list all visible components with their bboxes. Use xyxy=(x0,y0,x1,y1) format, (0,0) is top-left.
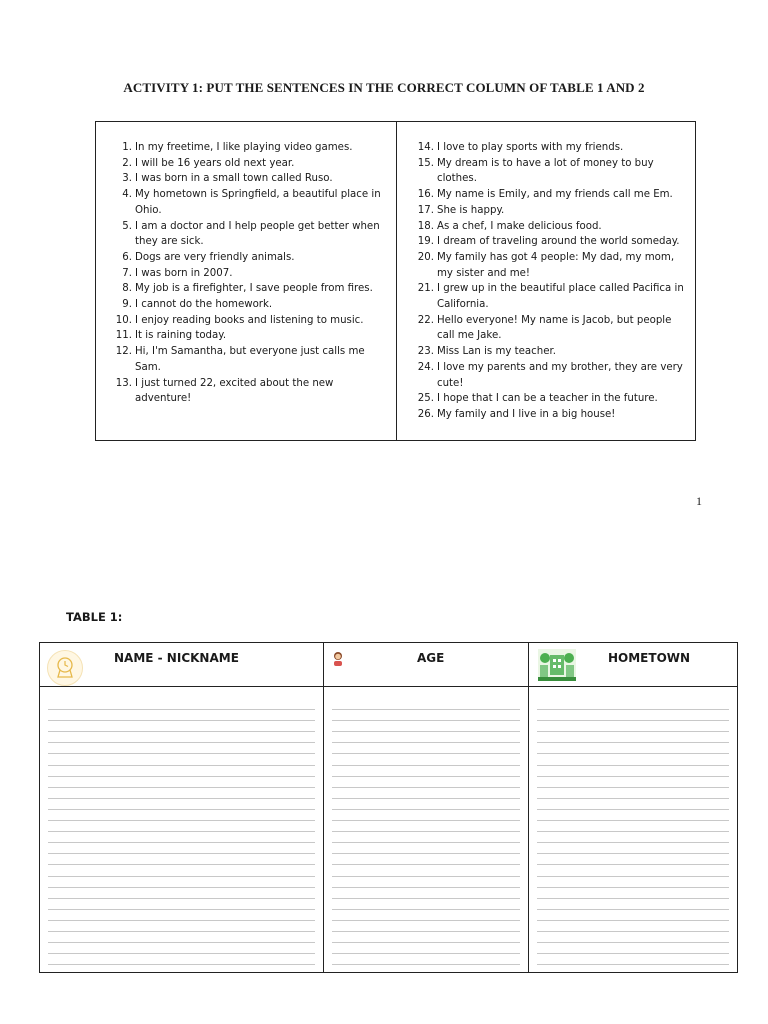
sentence-text: I grew up in the beautiful place called Pacifica in California. xyxy=(437,283,684,311)
writing-line xyxy=(48,821,315,832)
writing-line xyxy=(332,810,520,821)
sentence-item xyxy=(397,219,691,235)
writing-line xyxy=(332,877,520,888)
sentence-item xyxy=(96,140,392,156)
sentence-item xyxy=(397,407,691,423)
writing-line xyxy=(48,799,315,810)
table-1 xyxy=(39,642,738,973)
sentence-item xyxy=(397,313,691,344)
sentence-number: 15. xyxy=(417,157,434,169)
writing-line xyxy=(48,743,315,754)
age-column xyxy=(323,643,528,972)
sentence-text: I hope that I can be a teacher in the future. xyxy=(437,393,658,405)
sentence-item xyxy=(397,281,691,312)
sentence-number: 3. xyxy=(122,173,132,185)
sentence-number: 8. xyxy=(122,283,132,295)
sentence-number: 7. xyxy=(122,267,132,279)
writing-line xyxy=(332,777,520,788)
sentence-item xyxy=(397,187,691,203)
sentence-text: I was born in 2007. xyxy=(135,267,233,279)
writing-line xyxy=(332,954,520,965)
page-number: 1 xyxy=(696,494,702,508)
writing-line xyxy=(537,710,729,721)
sentence-number: 25. xyxy=(417,393,434,405)
sentence-text: Hi, I'm Samantha, but everyone just calls me Sam. xyxy=(135,346,365,373)
sentence-text: I was born in a small town called Ruso. xyxy=(135,173,333,185)
sentence-text: My hometown is Springfield, a beautiful place in Ohio. xyxy=(135,189,381,216)
writing-line xyxy=(537,888,729,899)
writing-line xyxy=(48,954,315,965)
sentence-number: 9. xyxy=(122,299,132,311)
writing-line xyxy=(537,954,729,965)
writing-line xyxy=(332,788,520,799)
sentence-item xyxy=(397,250,691,281)
sentence-number: 1. xyxy=(122,142,132,153)
column-header-label: NAME - NICKNAME xyxy=(114,651,239,665)
sentence-item xyxy=(96,187,392,218)
sentence-item xyxy=(96,297,392,313)
sentence-text: I enjoy reading books and listening to music. xyxy=(135,314,364,326)
writing-line xyxy=(537,899,729,910)
writing-line xyxy=(332,910,520,921)
sentence-number: 13. xyxy=(115,377,132,389)
writing-line xyxy=(48,832,315,843)
writing-line xyxy=(332,743,520,754)
sentence-item xyxy=(96,376,392,407)
sentence-item xyxy=(96,344,392,375)
writing-line xyxy=(332,865,520,876)
writing-line xyxy=(48,932,315,943)
writing-line xyxy=(537,943,729,954)
writing-line xyxy=(48,766,315,777)
writing-line xyxy=(537,865,729,876)
writing-line xyxy=(537,810,729,821)
writing-line xyxy=(537,821,729,832)
writing-line xyxy=(48,777,315,788)
sentence-item xyxy=(96,328,392,344)
writing-lines xyxy=(48,699,315,965)
sentence-number: 21. xyxy=(417,283,434,295)
writing-line xyxy=(48,943,315,954)
sentence-number: 26. xyxy=(417,408,434,420)
writing-line xyxy=(537,799,729,810)
clock-icon xyxy=(47,650,83,686)
sentence-item xyxy=(397,360,691,391)
writing-line xyxy=(332,754,520,765)
writing-line xyxy=(48,921,315,932)
sentence-item xyxy=(96,156,392,172)
writing-line xyxy=(48,721,315,732)
writing-line xyxy=(48,899,315,910)
person-icon xyxy=(332,651,344,667)
table-1-label: TABLE 1: xyxy=(66,610,123,624)
sentence-item xyxy=(96,281,392,297)
sentence-item xyxy=(397,140,691,156)
writing-line xyxy=(48,843,315,854)
sentence-number: 19. xyxy=(417,236,434,248)
sentence-number: 10. xyxy=(115,314,132,326)
sentence-item xyxy=(96,313,392,329)
writing-line xyxy=(48,732,315,743)
writing-line xyxy=(537,921,729,932)
sentence-item xyxy=(96,219,392,250)
sentence-column-right xyxy=(397,122,695,440)
sentence-text: My family and I live in a big house! xyxy=(437,408,616,420)
writing-line xyxy=(48,888,315,899)
writing-line xyxy=(537,766,729,777)
sentence-text: Dogs are very friendly animals. xyxy=(135,251,295,263)
writing-line xyxy=(537,721,729,732)
writing-line xyxy=(332,843,520,854)
writing-line xyxy=(48,877,315,888)
column-header-label: HOMETOWN xyxy=(608,651,691,665)
writing-line xyxy=(537,788,729,799)
writing-line xyxy=(48,910,315,921)
hometown-column xyxy=(528,643,737,972)
column-header-hometown xyxy=(529,643,737,687)
sentence-text: I love to play sports with my friends. xyxy=(437,142,624,153)
sentence-number: 18. xyxy=(417,220,434,232)
sentence-number: 22. xyxy=(417,314,434,326)
writing-line xyxy=(332,766,520,777)
name-nickname-column xyxy=(40,643,323,972)
sentence-text: I dream of traveling around the world someday. xyxy=(437,236,680,248)
writing-lines xyxy=(332,699,520,965)
writing-line xyxy=(537,843,729,854)
sentence-item xyxy=(96,266,392,282)
writing-line xyxy=(332,854,520,865)
sentence-text: My job is a firefighter, I save people from fires. xyxy=(135,283,373,295)
sentence-number: 12. xyxy=(115,346,132,358)
writing-line xyxy=(537,754,729,765)
sentence-number: 17. xyxy=(417,204,434,216)
writing-line xyxy=(332,721,520,732)
writing-line xyxy=(48,710,315,721)
sentence-item xyxy=(96,171,392,187)
writing-line xyxy=(537,932,729,943)
sentence-item xyxy=(397,203,691,219)
sentence-number: 24. xyxy=(417,361,434,373)
writing-line xyxy=(48,754,315,765)
sentence-number: 2. xyxy=(122,157,132,169)
sentence-text: I cannot do the homework. xyxy=(135,299,273,311)
sentence-number: 11. xyxy=(115,330,132,342)
writing-line xyxy=(332,699,520,710)
sentence-item xyxy=(397,391,691,407)
sentence-number: 6. xyxy=(122,251,132,263)
sentence-text: My family has got 4 people: My dad, my mom, my sister and me! xyxy=(437,251,675,279)
sentence-item xyxy=(96,250,392,266)
activity-sentence-box xyxy=(95,121,696,441)
sentence-number: 23. xyxy=(417,346,434,358)
writing-line xyxy=(332,943,520,954)
writing-line xyxy=(537,832,729,843)
writing-line xyxy=(537,732,729,743)
writing-line xyxy=(537,699,729,710)
writing-line xyxy=(48,788,315,799)
sentence-text: Miss Lan is my teacher. xyxy=(437,346,556,358)
writing-line xyxy=(332,932,520,943)
writing-line xyxy=(537,854,729,865)
writing-line xyxy=(537,743,729,754)
writing-line xyxy=(332,821,520,832)
sentence-item xyxy=(397,156,691,187)
sentence-text: In my freetime, I like playing video games. xyxy=(135,142,353,153)
sentence-list-left xyxy=(96,140,392,407)
activity-title: ACTIVITY 1: PUT THE SENTENCES IN THE CORRECT COLUMN OF TABLE 1 AND 2 xyxy=(123,80,645,95)
sentence-text: My name is Emily, and my friends call me Em. xyxy=(437,189,673,201)
writing-line xyxy=(48,865,315,876)
writing-line xyxy=(332,710,520,721)
writing-line xyxy=(537,777,729,788)
sentence-number: 5. xyxy=(122,220,132,232)
writing-lines xyxy=(537,699,729,965)
column-header-name-nickname xyxy=(40,643,323,687)
sentence-column-left xyxy=(96,122,397,440)
writing-line xyxy=(537,910,729,921)
sentence-text: I just turned 22, excited about the new adventure! xyxy=(135,377,334,405)
sentence-item xyxy=(397,234,691,250)
writing-line xyxy=(332,888,520,899)
sentence-number: 20. xyxy=(417,251,434,263)
sentence-item xyxy=(397,344,691,360)
sentence-text: As a chef, I make delicious food. xyxy=(437,220,602,232)
sentence-number: 4. xyxy=(122,189,132,201)
writing-line xyxy=(332,899,520,910)
city-icon xyxy=(538,649,576,681)
sentence-number: 14. xyxy=(417,142,434,153)
writing-line xyxy=(332,799,520,810)
writing-line xyxy=(48,810,315,821)
writing-line xyxy=(48,699,315,710)
sentence-number: 16. xyxy=(417,189,434,201)
sentence-list-right xyxy=(397,140,691,423)
sentence-text: Hello everyone! My name is Jacob, but people call me Jake. xyxy=(437,314,672,342)
sentence-text: It is raining today. xyxy=(135,330,227,342)
writing-line xyxy=(332,832,520,843)
sentence-text: She is happy. xyxy=(437,204,505,216)
writing-line xyxy=(537,877,729,888)
writing-line xyxy=(332,921,520,932)
sentence-text: I am a doctor and I help people get better when they are sick. xyxy=(135,220,380,248)
column-header-age xyxy=(324,643,528,687)
writing-line xyxy=(48,854,315,865)
column-header-label: AGE xyxy=(417,651,445,665)
sentence-text: My dream is to have a lot of money to buy clothes. xyxy=(437,157,654,185)
writing-line xyxy=(332,732,520,743)
sentence-text: I love my parents and my brother, they are very cute! xyxy=(437,361,683,389)
sentence-text: I will be 16 years old next year. xyxy=(135,157,295,169)
